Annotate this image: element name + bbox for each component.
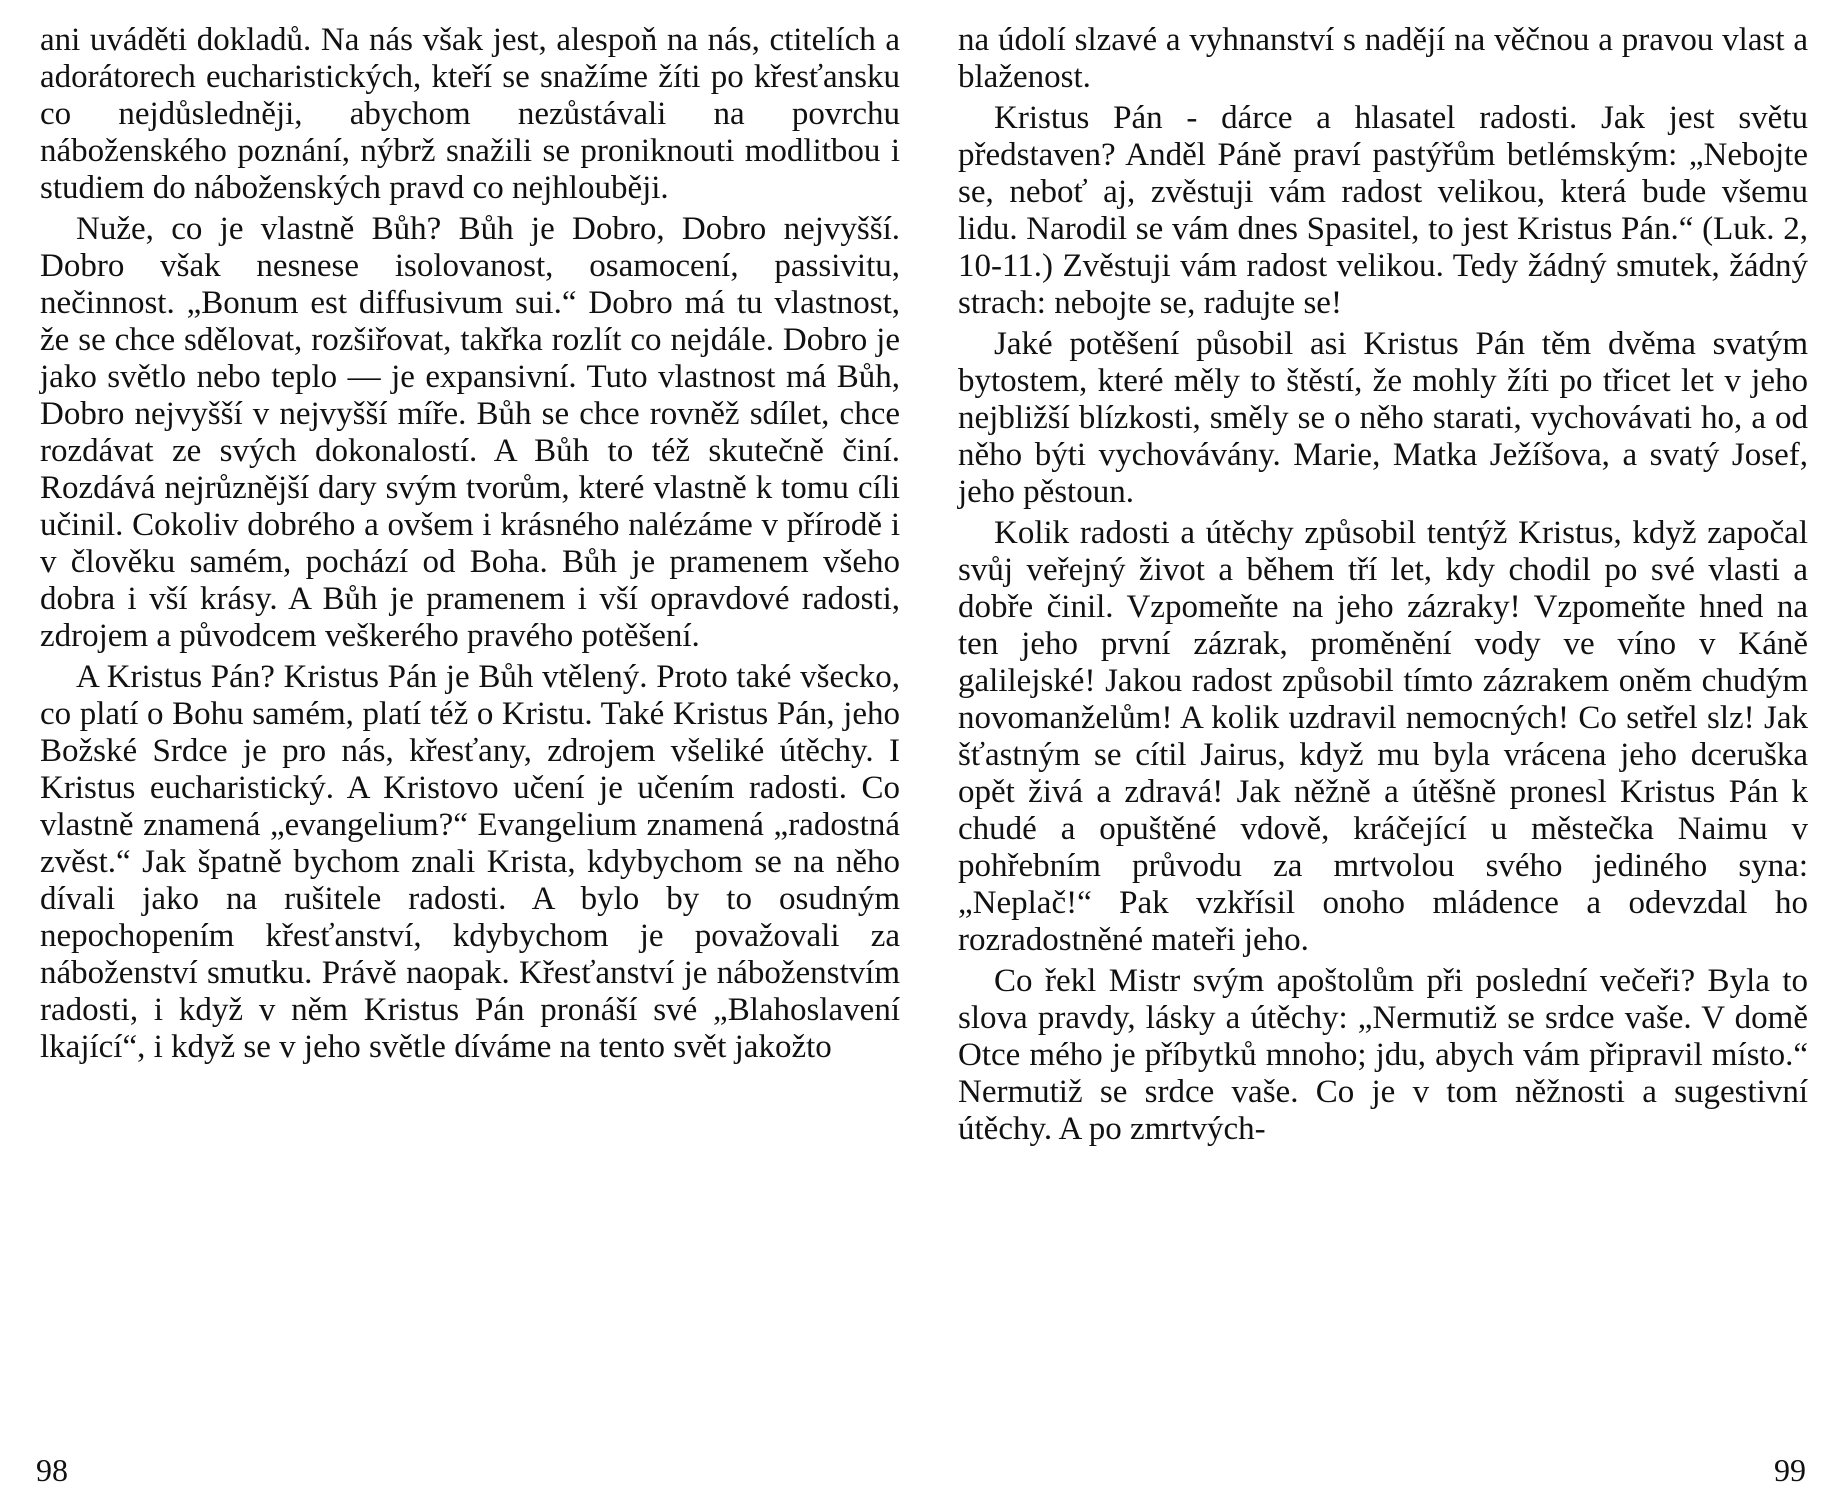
paragraph: Kolik radosti a útěchy způsobil tentýž Kristus, když započal svůj veřejný život a během tří let, kdy chodil po své vlasti a dobře činil. Vzpomeňte na jeho zázraky! Vzpomeňte hned na ten jeho první zázrak, proměnění vody ve víno v Káně galilejské! Jakou radost způsobil tímto zázrakem oněm chudým novomanželům! A kolik uzdravil nemocných! Co setřel slz! Jak šťastným se cítil Jairus, když mu byla vrácena jeho dceruška opět živá a zdravá! Jak něžně a útěšně pronesl Kristus Pán k chudé a opuštěné vdově, kráčející u městečka Naimu v pohřebním průvodu za mrtvolou svého jediného syna: „Neplač!“ Pak vzkřísil onoho mládence a odevzdal ho rozradostněné mateři jeho. [958,515,1808,958]
paragraph: Co řekl Mistr svým apoštolům při poslední večeři? Byla to slova pravdy, lásky a útěchy: „Nermutiž se srdce vaše. V domě Otce mého je příbytků mnoho; jdu, abych vám připravil místo.“ Nermutiž se srdce vaše. Co je v tom něžnosti a sugestivní útěchy. A po zmrtvých- [958,963,1808,1147]
right-page-text [958,22,1808,1148]
paragraph: Jaké potěšení působil asi Kristus Pán těm dvěma svatým bytostem, které měly to štěstí, že mohly žíti po třicet let v jeho nejbližší blízkosti, směly se o něho starati, vychovávati ho, a od něho býti vychovávány. Marie, Matka Ježíšova, a svatý Josef, jeho pěstoun. [958,326,1808,510]
paragraph: Kristus Pán - dárce a hlasatel radosti. Jak jest světu představen? Anděl Páně praví pastýřům betlémským: „Nebojte se, neboť aj, zvěstuji vám radost velikou, která bude všemu lidu. Narodil se vám dnes Spasitel, to jest Kristus Pán.“ (Luk. 2, 10-11.) Zvěstuji vám radost velikou. Tedy žádný smutek, žádný strach: nebojte se, radujte se! [958,100,1808,321]
page-number-right: 99 [1774,1452,1806,1488]
right-page [958,22,1808,1152]
page-number-left: 98 [36,1452,68,1488]
left-page-text [40,22,900,1066]
paragraph: ani uváděti dokladů. Na nás však jest, alespoň na nás, ctitelích a adorátorech eucharistických, kteří se snažíme žíti po křesťansku co nejdůsledněji, abychom nezůstávali na povrchu náboženského poznání, nýbrž snažili se proniknouti modlitbou i studiem do náboženských pravd co nejhlouběji. [40,22,900,206]
left-page [40,22,900,1070]
paragraph: na údolí slzavé a vyhnanství s nadějí na věčnou a pravou vlast a blaženost. [958,22,1808,95]
paragraph: A Kristus Pán? Kristus Pán je Bůh vtělený. Proto také všecko, co platí o Bohu samém, platí též o Kristu. Také Kristus Pán, jeho Božské Srdce je pro nás, křesťany, zdrojem všeliké útěchy. I Kristus eucharistický. A Kristovo učení je učením radosti. Co vlastně znamená „evangelium?“ Evangelium znamená „radostná zvěst.“ Jak špatně bychom znali Krista, kdybychom se na něho dívali jako na rušitele radosti. A bylo by to osudným nepochopením křesťanství, kdybychom je považovali za náboženství smutku. Právě naopak. Křesťanství je náboženstvím radosti, i když v něm Kristus Pán pronáší své „Blahoslavení lkající“, i když se v jeho světle díváme na tento svět jakožto [40,659,900,1065]
paragraph: Nuže, co je vlastně Bůh? Bůh je Dobro, Dobro nejvyšší. Dobro však nesnese isolovanost, osamocení, passivitu, nečinnost. „Bonum est diffusivum sui.“ Dobro má tu vlastnost, že se chce sdělovat, rozšiřovat, takřka rozlít co nejdále. Dobro je jako světlo nebo teplo — je expansivní. Tuto vlastnost má Bůh, Dobro nejvyšší v nejvyšší míře. Bůh se chce rovněž sdílet, chce rozdávat ze svých dokonalostí. A Bůh to též skutečně činí. Rozdává nejrůznější dary svým tvorům, které vlastně k tomu cíli učinil. Cokoliv dobrého a ovšem i krásného nalézáme v přírodě i v člověku samém, pochází od Boha. Bůh je pramenem všeho dobra i vší krásy. A Bůh je pramenem i vší opravdové radosti, zdrojem a původcem veškerého pravého potěšení. [40,211,900,654]
